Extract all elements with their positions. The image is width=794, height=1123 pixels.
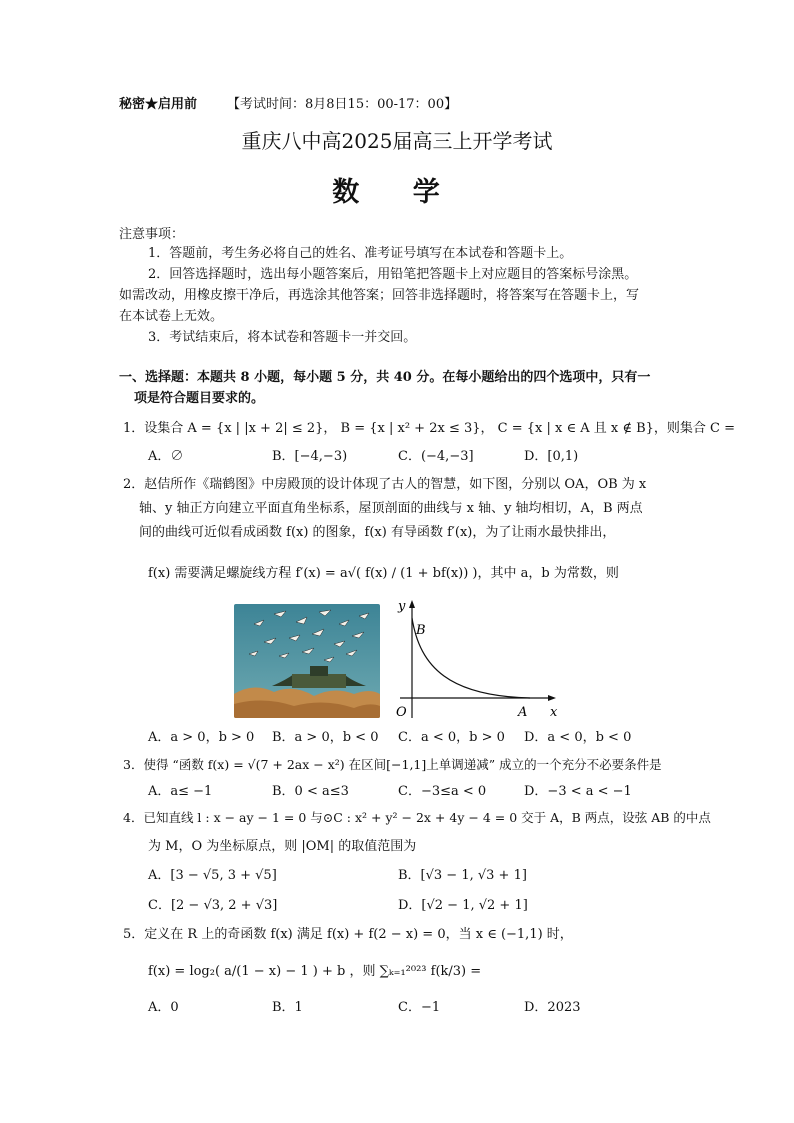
origin-label: O — [396, 705, 407, 720]
q2-option-b: B．a > 0，b < 0 — [272, 730, 379, 745]
q1-option-a: A．∅ — [148, 449, 184, 464]
q2-option-a: A．a > 0，b > 0 — [148, 730, 255, 745]
question-5-line: 5．定义在 R 上的奇函数 f(x) 满足 f(x) + f(2 − x) = 0，当 x ∈ (−1,1) 时， — [123, 927, 573, 942]
question-5-line: f(x) = log₂( a/(1 − x) − 1 ) + b ，则 ∑ₖ₌₁²⁰²³ f(k/3) = — [148, 964, 482, 979]
question-2-line: 间的曲线可近似看成函数 f(x) 的图象，f(x) 有导函数 f′(x)，为了让雨水最快排出， — [139, 525, 616, 540]
question-4-line: 为 M，O 为坐标原点，则 |OM| 的取值范围为 — [148, 839, 417, 854]
point-b-label: B — [416, 623, 426, 638]
note-item: 如需改动，用橡皮擦干净后，再选涂其他答案；回答非选择题时，将答案写在答题卡上，写 — [119, 288, 640, 303]
confidential-label: 秘密★启用前 — [119, 97, 198, 112]
q4-option-d: D．[√2 − 1, √2 + 1] — [398, 898, 528, 913]
question-3-stem: 3．使得 “函数 f(x) = √(7 + 2ax − x²) 在区间[−1,1]上单调递减” 成立的一个充分不必要条件是 — [123, 757, 662, 772]
question-2-line: 轴、y 轴正方向建立平面直角坐标系，屋顶剖面的曲线与 x 轴、y 轴均相切，A，B 两点 — [139, 501, 643, 516]
roof-curve — [412, 618, 530, 698]
q5-option-c: C．−1 — [398, 1000, 441, 1015]
point-a-label: A — [518, 705, 528, 720]
q1-option-b: B．[−4,−3) — [272, 449, 348, 464]
exam-title: 重庆八中高2025届高三上开学考试 — [241, 129, 553, 153]
note-item: 2．回答选择题时，选出每小题答案后，用铅笔把答题卡上对应题目的答案标号涂黑。 — [148, 267, 638, 282]
y-axis-arrow — [409, 600, 415, 608]
subject-title: 数 学 — [332, 177, 462, 208]
note-item: 1．答题前，考生务必将自己的姓名、准考证号填写在本试卷和答题卡上。 — [148, 246, 573, 261]
q5-option-b: B．1 — [272, 1000, 303, 1015]
q3-option-b: B．0 < a≤3 — [272, 784, 349, 799]
q5-option-a: A．0 — [148, 1000, 179, 1015]
q1-option-c: C．(−4,−3] — [398, 449, 474, 464]
note-item: 3．考试结束后，将本试卷和答题卡一并交回。 — [148, 330, 417, 345]
exam-time: 【考试时间：8月8日15：00-17：00】 — [227, 97, 458, 112]
y-axis-label: y — [398, 599, 406, 614]
roof-curve-graph — [390, 598, 562, 722]
q2-option-c: C．a < 0，b > 0 — [398, 730, 505, 745]
q1-option-d: D．[0,1) — [524, 449, 579, 464]
notes-heading: 注意事项： — [119, 227, 185, 242]
q3-option-a: A．a≤ −1 — [148, 784, 213, 799]
section-heading-cont: 项是符合题目要求的。 — [134, 391, 265, 406]
question-2-line: 2．赵佶所作《瑞鹤图》中房殿顶的设计体现了古人的智慧，如下图，分别以 OA，OB 为 x — [123, 477, 647, 492]
q4-option-c: C．[2 − √3, 2 + √3] — [148, 898, 278, 913]
question-1-stem: 1．设集合 A = {x | |x + 2| ≤ 2}， B = {x | x² + 2x ≤ 3}， C = {x | x ∈ A 且 x ∉ B}，则集合 C = — [123, 421, 736, 436]
q2-option-d: D．a < 0，b < 0 — [524, 730, 632, 745]
auspicious-cranes-painting — [234, 604, 380, 718]
q5-option-d: D．2023 — [524, 1000, 581, 1015]
q4-option-b: B．[√3 − 1, √3 + 1] — [398, 868, 527, 883]
q3-option-c: C．−3≤a < 0 — [398, 784, 487, 799]
note-item: 在本试卷上无效。 — [119, 309, 224, 324]
x-axis-label: x — [550, 705, 558, 720]
question-4-line: 4．已知直线 l : x − ay − 1 = 0 与⊙C : x² + y² − 2x + 4y − 4 = 0 交于 A，B 两点，设弦 AB 的中点 — [123, 810, 711, 825]
x-axis-arrow — [548, 695, 556, 701]
q3-option-d: D．−3 < a < −1 — [524, 784, 632, 799]
question-2-formula-line: f(x) 需要满足螺旋线方程 f′(x) = a√( f(x) / (1 + bf(x)) )，其中 a，b 为常数，则 — [148, 566, 619, 581]
q4-option-a: A．[3 − √5, 3 + √5] — [148, 868, 277, 883]
section-heading: 一、选择题：本题共 8 小题，每小题 5 分，共 40 分。在每小题给出的四个选项中，只有一 — [119, 370, 651, 385]
